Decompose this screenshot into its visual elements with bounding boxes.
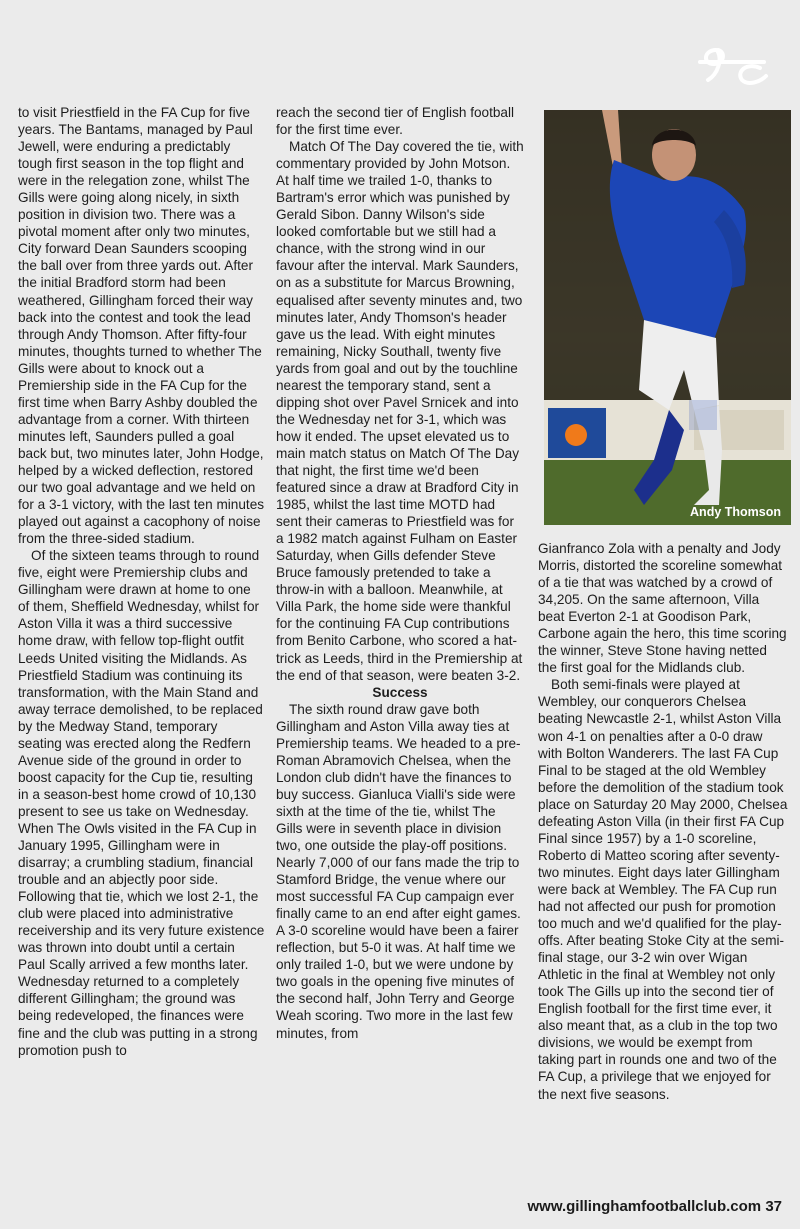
photo-caption: Andy Thomson bbox=[690, 505, 781, 519]
paragraph: Match Of The Day covered the tie, with commentary provided by John Motson. At half time we trailed 1-0, thanks to Bartram's error which was punished by Gerald Sibon. Danny Wilson's side looked comfortable but we still had a chance, with the strong wind in our favour after the interval. Mark Saunders, on as a substitute for Marcus Browning, equalised after seventy minutes and, two minutes later, Andy Thomson's header gave us the lead. With eight minutes remaining, Nicky Southall, twenty five yards from goal and out by the touchline nearest the temporary stand, sent a dipping shot over Pavel Srnicek and into the Wednesday net for 3-1, which was how it ended. The upset elevated us to main match status on Match Of The Day that night, the first time we'd been featured since a draw at Bradford City in 1985, whilst the last time MOTD had sent their cameras to Priestfield was for a 1982 match against Fulham on Easter Saturday, when Gills defender Steve Bruce famously pretended to take a throw-in with a balloon. Meanwhile, at Villa Park, the home side were thankful for the continuing FA Cup contributions from Benito Carbone, who scored a hat-trick as Leeds, third in the Premiership at the end of that season, were beaten 3-2. bbox=[276, 139, 524, 683]
paragraph: Gianfranco Zola with a penalty and Jody Morris, distorted the scoreline somewhat of a tie that was watched by a crowd of 34,205. On the same afternoon, Villa beat Everton 2-1 at Goodison Park, Carbone again the hero, this time scoring the winner, Steve Stone having netted the first goal for the Midlands club. bbox=[538, 541, 787, 676]
page-footer bbox=[528, 1198, 782, 1215]
club-monogram-logo bbox=[694, 40, 774, 90]
article-column-2 bbox=[276, 104, 524, 1042]
article-column-3 bbox=[538, 540, 788, 1103]
paragraph: reach the second tier of English football for the first time ever. bbox=[276, 105, 515, 138]
paragraph: The sixth round draw gave both Gillingham and Aston Villa away ties at Premiership teams. We headed to a pre-Roman Abramovich Chelsea, when the London club didn't have the finances to buy success. Gianluca Vialli's side were sixth at the time of the tie, whilst The Gills were in seventh place in division two, one outside the play-off positions. Nearly 7,000 of our fans made the trip to Stamford Bridge, the venue where our most successful FA Cup campaign ever finally came to an end after eight games. A 3-0 scoreline would have been a fairer reflection, but 5-0 it was. At half time we only trailed 1-0, but we were undone by two goals in the opening five minutes of the second half, John Terry and George Weah scoring. Two more in the last few minutes, from bbox=[276, 701, 521, 1041]
section-subheading: Success bbox=[372, 684, 428, 700]
page-number: 37 bbox=[765, 1198, 782, 1215]
website-url: www.gillinghamfootballclub.com bbox=[527, 1198, 762, 1215]
player-photo bbox=[544, 110, 791, 525]
article-column-1 bbox=[18, 104, 265, 1059]
paragraph: Both semi-finals were played at Wembley, our conquerors Chelsea beating Newcastle 2-1, whilst Aston Villa won 4-1 on penalties after a 0-0 draw with Bolton Wanderers. The last FA Cup Final to be staged at the old Wembley before the demolition of the stadium took place on Saturday 20 May 2000, Chelsea defeating Aston Villa (in their first FA Cup Final since 1957) by a 1-0 scoreline, Roberto di Matteo scoring after seventy-two minutes. Eight days later Gillingham were back at Wembley. The FA Cup run had not affected our push for promotion too much and we'd qualified for the play-offs. After beating Stoke City at the semi-final stage, our 3-2 win over Wigan Athletic in the final at Wembley not only took The Gills up into the second tier of English football for the first time ever, it also meant that, as a club in the top two divisions, we would be exempt from taking part in rounds one and two of the FA Cup, a privilege that we enjoyed for the next five seasons. bbox=[538, 677, 788, 1102]
paragraph: Of the sixteen teams through to round five, eight were Premiership clubs and Gillingham were drawn at home to one of them, Sheffield Wednesday, whilst for Aston Villa it was a third successive home draw, with fellow top-flight outfit Leeds United visiting the Midlands. As Priestfield Stadium was continuing its transformation, with the Main Stand and away terrace demolished, to be replaced by the Medway Stand, temporary seating was erected along the Redfern Avenue side of the ground in order to boost capacity for the Cup tie, resulting in a season-best home crowd of 10,130 present to see us take on Wednesday. When The Owls visited in the FA Cup in January 1995, Gillingham were in disarray; a crumbling stadium, financial trouble and an abjectly poor side. Following that tie, which we lost 2-1, the club were placed into administrative receivership and its very future existence was thrown into doubt until a certain Paul Scally arrived a few months later. Wednesday returned to a completely different Gillingham; the ground was being redeveloped, the finances were fine and the club was putting in a strong promotion push to bbox=[18, 548, 265, 1058]
paragraph: to visit Priestfield in the FA Cup for five years. The Bantams, managed by Paul Jewell, were enduring a predictably tough first season in the top flight and were in the relegation zone, whilst The Gills were going along nicely, in sixth position in division two. There was a pivotal moment after only two minutes, City forward Dean Saunders scooping the ball over from three yards out. After the initial Bradford storm had been weathered, Gillingham forced their way back into the contest and took the lead through Andy Thomson. After fifty-four minutes, thoughts turned to whether The Gills were about to knock out a Premiership side in the FA Cup for the first time when Barry Ashby doubled the advantage from a corner. With thirteen minutes left, Saunders pulled a goal back but, two minutes later, John Hodge, helped by a wicked deflection, restored our two goal advantage and we held on for a 3-1 victory, with the last ten minutes played out against a cacophony of noise from the three-sided stadium. bbox=[18, 105, 265, 547]
